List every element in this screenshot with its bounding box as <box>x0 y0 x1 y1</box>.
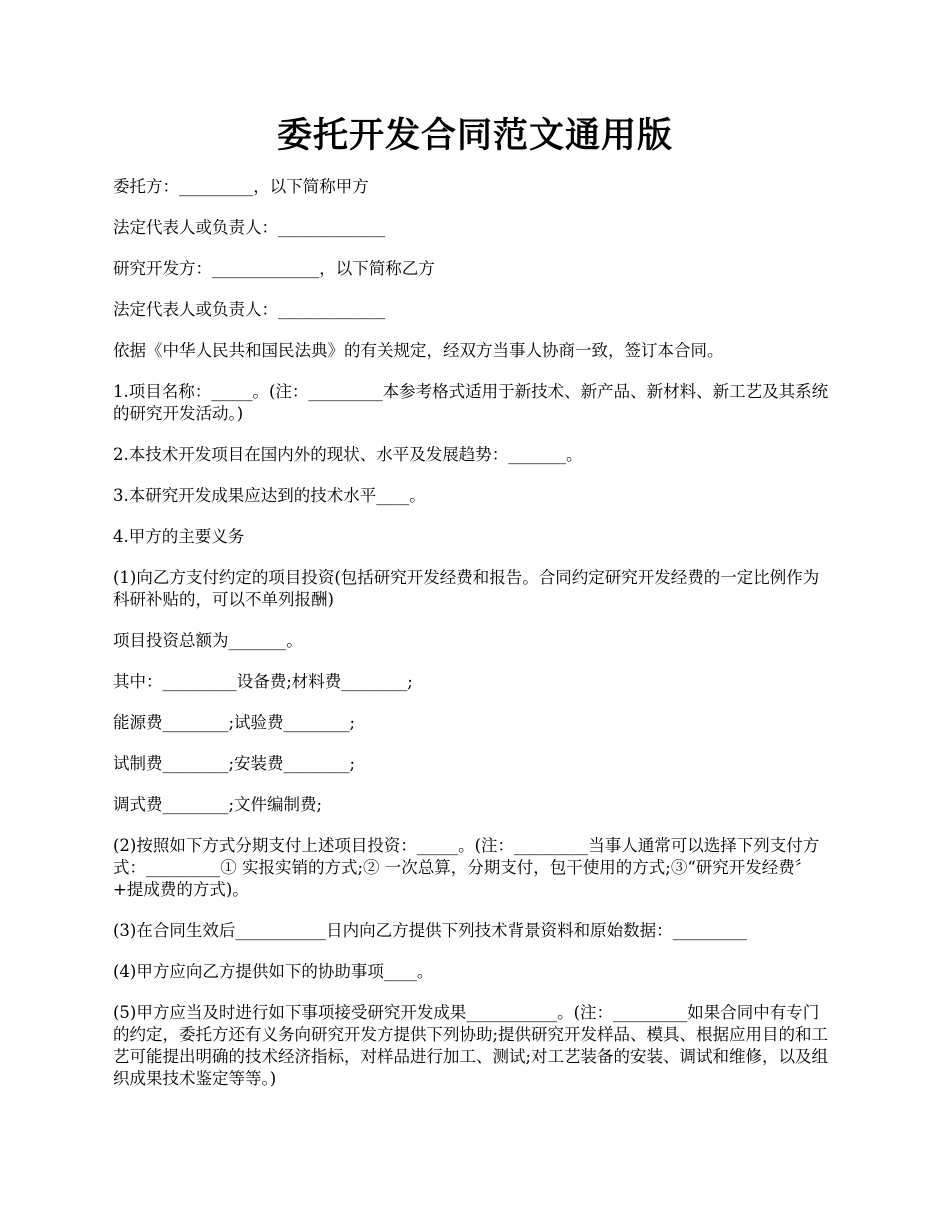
paragraph-item-4-heading: 4.甲方的主要义务 <box>113 527 245 546</box>
paragraph-cost-energy-testing: 能源费________;试验费________; <box>113 713 356 732</box>
paragraph-developer-representative: 法定代表人或负责人：_____________ <box>113 300 386 319</box>
paragraph-item-1: 1.项目名称：_____。(注：_________本参考格式适用于新技术、新产品、新材料、新工艺及其系统的研究开发活动。) <box>113 382 829 423</box>
paragraph-obligation-1: (1)向乙方支付约定的项目投资(包括研究开发经费和报告。合同约定研究开发经费的一定比例作为科研补贴的，可以不单列报酬) <box>113 568 820 609</box>
paragraph-item-3: 3.本研究开发成果应达到的技术水平____。 <box>113 486 426 505</box>
paragraph-obligation-5: (5)甲方应当及时进行如下事项接受研究开发成果___________。(注：_________如果合同中有专门的约定，委托方还有义务向研究开发方提供下列协助;提供研究开发样品、模具、根据应用目的和工艺可能提出明确的技术经济指标，对样品进行加工、测试;对工艺装备的安装、调试和维修，以及组织成果技术鉴定等等。) <box>113 1003 829 1088</box>
paragraph-legal-basis: 依据《中华人民共和国民法典》的有关规定，经双方当事人协商一致，签订本合同。 <box>113 341 724 360</box>
paragraph-item-2: 2.本技术开发项目在国内外的现状、水平及发展趋势：_______。 <box>113 445 583 464</box>
paragraph-obligation-3: (3)在合同生效后___________日内向乙方提供下列技术背景资料和原始数据：_________ <box>113 921 747 940</box>
paragraph-total-investment: 项目投资总额为_______。 <box>113 631 303 650</box>
paragraph-developer: 研究开发方：_____________，以下简称乙方 <box>113 259 435 278</box>
paragraph-obligation-2: (2)按照如下方式分期支付上述项目投资：_____。(注：_________当事人通常可以选择下列支付方式：_________① 实报实销的方式;② 一次总算，分期支付，包干使用的方式;③“研究开发经费〞+提成费的方式)。 <box>113 836 820 899</box>
paragraph-cost-trial-installation: 试制费________;安装费________; <box>113 754 356 773</box>
paragraph-cost-debugging-documents: 调式费________;文件编制费; <box>113 795 323 814</box>
document-title: 委托开发合同范文通用版 <box>276 115 673 156</box>
paragraph-client-representative: 法定代表人或负责人：_____________ <box>113 218 386 237</box>
paragraph-obligation-4: (4)甲方应向乙方提供如下的协助事项____。 <box>113 962 434 981</box>
document-body <box>113 176 835 1109</box>
paragraph-client: 委托方：_________，以下简称甲方 <box>113 177 369 196</box>
paragraph-cost-equipment-materials: 其中：_________设备费;材料费________; <box>113 672 413 691</box>
